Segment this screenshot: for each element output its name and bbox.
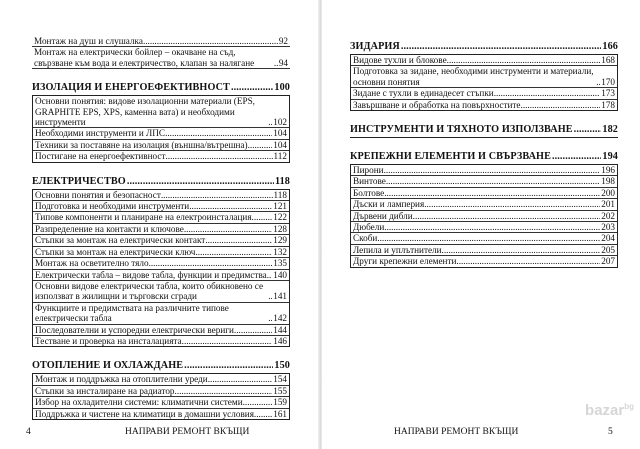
leader-dots	[552, 150, 601, 163]
toc-entry-page: 159	[273, 397, 287, 408]
toc-entry-page: 207	[601, 256, 615, 267]
toc-entry-page: 92	[278, 36, 288, 46]
leader-dots	[252, 212, 273, 222]
toc-entry	[351, 55, 617, 66]
leader-dots	[386, 176, 600, 186]
toc-entry-page: 203	[601, 222, 615, 233]
leader-dots	[165, 128, 272, 138]
leader-dots	[384, 222, 600, 232]
leader-dots	[195, 247, 272, 257]
toc-entry-title: Лепила и уплътнители	[353, 244, 442, 255]
toc-entry	[32, 36, 290, 47]
toc-entry	[33, 128, 289, 139]
running-title: НАПРАВИ РЕМОНТ ВКЪЩИ	[394, 427, 519, 437]
toc-entry	[33, 336, 289, 346]
toc-entry	[351, 100, 617, 110]
toc-entry-title: Тестване и проверка на инсталацията	[35, 335, 182, 346]
toc-entry-page: 198	[601, 176, 615, 187]
page-number: 5	[608, 427, 613, 437]
toc-entry-title: Дъски и ламперия	[353, 199, 425, 210]
toc-entry-page: 204	[601, 233, 615, 244]
watermark-logo	[585, 402, 634, 419]
toc-entry	[33, 96, 289, 128]
toc-entry-title: Основни видове електрически табла, които обикновено се използват в жилищни и търговски сгради	[35, 280, 264, 302]
toc-entry-title: Типове компоненти и планиране на електроинсталация	[35, 212, 252, 223]
toc-entry-page: 168	[601, 55, 615, 65]
toc-entry-page: 94	[278, 57, 288, 68]
toc-entry	[33, 386, 289, 397]
toc-entry-page: 142	[273, 313, 287, 324]
section-entries	[32, 374, 290, 420]
toc-entry-title: Необходими инструменти и ЛПС	[35, 128, 166, 139]
toc-entry	[33, 374, 289, 385]
page-number: 4	[26, 427, 31, 437]
toc-entry-title: Скоби	[353, 233, 378, 244]
toc-entry	[351, 66, 617, 88]
toc-entry-page: 132	[273, 246, 287, 257]
toc-entry-title: Основни понятия и безопасност	[35, 189, 161, 200]
toc-entry	[33, 235, 289, 246]
toc-entry-title: Завършване и обработка на повърхностите	[353, 99, 521, 110]
section-page: 150	[274, 360, 290, 372]
toc-entry	[33, 409, 289, 419]
leader-dots	[175, 386, 273, 396]
toc-entry-title: Монтаж на електрически бойлер – окачване на съд, свързване към вода и електричество, клапан за налягане	[34, 47, 255, 68]
leader-dots	[189, 201, 272, 211]
toc-entry-title: Монтаж на душ и слушалка	[34, 36, 143, 46]
toc-entry	[32, 47, 290, 69]
watermark-mark: bg	[624, 402, 634, 411]
section-heading	[32, 359, 290, 374]
toc-entry-page: 154	[273, 374, 287, 385]
section-title: ИНСТРУМЕНТИ И ТЯХНОТО ИЗПОЛЗВАНЕ	[350, 124, 573, 136]
section-entries	[32, 96, 290, 162]
toc-entry-title: Стъпки за инсталиране на радиатор	[35, 385, 175, 396]
toc-entry	[351, 233, 617, 244]
leader-dots	[127, 175, 274, 188]
leader-dots	[521, 100, 601, 110]
toc-entry-page: 201	[601, 199, 615, 210]
toc-entry-page: 141	[273, 291, 287, 302]
section-page: 166	[602, 41, 618, 52]
toc-entry-page: 146	[273, 335, 287, 346]
toc-entry	[33, 281, 289, 303]
toc-section	[350, 40, 618, 119]
leader-dots	[184, 359, 273, 372]
leader-dots	[254, 409, 272, 419]
toc-entry-title: Разпределение на контакти и ключове	[35, 223, 184, 234]
toc-entry-title: Зидане с тухли в единадесет стъпки	[353, 88, 494, 99]
toc-entry-page: 202	[601, 210, 615, 221]
section-heading	[350, 150, 618, 165]
toc-entry	[33, 247, 289, 258]
toc-entry	[351, 256, 617, 266]
section-page: 182	[602, 124, 618, 136]
toc-entry	[351, 188, 617, 199]
toc-entry	[351, 88, 617, 99]
toc-section	[32, 175, 290, 356]
toc-entry	[351, 245, 617, 256]
toc-entry	[33, 201, 289, 212]
section-title: ИЗОЛАЦИЯ И ЕНЕРГОЕФЕКТИВНОСТ	[32, 82, 230, 94]
leader-dots	[143, 36, 278, 46]
toc-entry-title: Дюбели	[353, 222, 385, 233]
toc-section	[32, 81, 290, 170]
section-title: ЕЛЕКТРИЧЕСТВО	[32, 175, 126, 187]
leader-dots	[494, 88, 601, 98]
toc-entry-page: 196	[601, 165, 615, 176]
leader-dots	[447, 55, 601, 65]
leader-dots	[205, 235, 272, 245]
section-entries	[32, 190, 290, 348]
leader-dots	[424, 199, 600, 209]
toc-entry-title: Подготовка и необходими инструменти	[35, 201, 190, 212]
leader-dots	[442, 245, 601, 255]
leader-dots	[184, 224, 272, 234]
toc-entry-title: Електрически табла – видове табла, функции и предимства	[35, 269, 267, 280]
toc-section	[32, 359, 290, 428]
toc-entry-page: 205	[601, 244, 615, 255]
watermark-text: bazar	[585, 402, 625, 419]
toc-entry-page: 121	[273, 201, 287, 212]
toc-entry-page: 161	[273, 408, 287, 419]
leader-dots	[231, 81, 273, 94]
toc-entry	[33, 303, 289, 325]
toc-entry-title: Поддръжка и чистене на климатици в домашни условия	[35, 408, 254, 419]
toc-entry-page: 200	[601, 187, 615, 198]
toc-entry-page: 129	[273, 235, 287, 246]
toc-entry-page: 170	[601, 76, 615, 87]
toc-entry	[33, 151, 289, 161]
section-heading	[32, 81, 290, 96]
toc-entry-title: Функциите и предимствата на различните типове електрически табла	[35, 302, 229, 324]
toc-entry-title: Монтаж и поддръжка на отоплителни уреди	[35, 374, 208, 385]
leader-dots	[234, 325, 272, 335]
section-page: 118	[274, 175, 290, 187]
toc-entry	[33, 212, 289, 223]
toc-entry	[351, 222, 617, 233]
toc-entry	[33, 270, 289, 281]
toc-entry-title: Видове тухли и блокове	[353, 55, 447, 65]
leader-dots	[182, 336, 273, 346]
toc-entry-page: 122	[273, 212, 287, 223]
left-toc	[32, 36, 290, 428]
toc-section	[350, 150, 618, 276]
toc-entry-page: 178	[601, 99, 615, 110]
toc-entry-page: 104	[273, 128, 287, 139]
toc-entry	[33, 190, 289, 201]
running-title: НАПРАВИ РЕМОНТ ВКЪЩИ	[125, 427, 250, 437]
leader-dots	[208, 374, 273, 384]
section-title: ОТОПЛЕНИЕ И ОХЛАЖДАНЕ	[32, 360, 184, 372]
right-toc	[350, 36, 618, 276]
toc-entry-page: 102	[273, 117, 287, 128]
leader-dots	[413, 211, 601, 221]
leader-dots	[248, 140, 273, 150]
leader-dots	[243, 397, 273, 407]
toc-entry-title: Монтаж на осветително тяло	[35, 258, 149, 269]
section-spacer	[350, 138, 618, 146]
toc-entry-page: 173	[601, 88, 615, 99]
section-spacer	[32, 163, 290, 171]
toc-entry-title: Болтове	[353, 187, 385, 198]
section-spacer	[350, 111, 618, 119]
toc-entry	[33, 258, 289, 269]
toc-entry-title: Други крепежни елементи	[353, 256, 457, 267]
section-entries	[350, 55, 618, 111]
toc-entry-page: 135	[273, 258, 287, 269]
leader-dots	[149, 258, 273, 268]
toc-entry	[33, 397, 289, 408]
left-sections	[32, 81, 290, 428]
toc-entry	[351, 176, 617, 187]
leader-dots	[456, 256, 600, 266]
toc-entry-title: Подготовка за зидане, необходими инструменти и материали, основни понятия	[353, 66, 594, 87]
section-heading	[350, 123, 618, 138]
right-page	[322, 0, 640, 449]
section-entries	[350, 165, 618, 268]
toc-entry-title: Постигане на енергоефективност	[35, 151, 166, 162]
section-spacer	[350, 268, 618, 276]
toc-entry-page: 118	[273, 189, 287, 200]
leader-dots	[161, 190, 273, 200]
toc-entry-page: 144	[273, 324, 287, 335]
toc-entry	[33, 140, 289, 151]
toc-entry-title: Последователни и успоредни електрически вериги	[35, 324, 234, 335]
leader-dots	[401, 40, 602, 53]
section-page: 194	[602, 151, 618, 163]
leader-dots	[384, 188, 600, 198]
toc-entry-title: Пирони	[353, 165, 384, 176]
toc-entry	[351, 211, 617, 222]
toc-entry-title: Избор на охладителни системи: климатични системи	[35, 397, 243, 408]
toc-entry-title: Винтове	[353, 176, 386, 187]
toc-entry	[351, 199, 617, 210]
section-spacer	[32, 347, 290, 355]
toc-entry-title: Техники за поставяне на изолация (външна/вътрешна)	[35, 139, 248, 150]
right-sections	[350, 40, 618, 276]
toc-entry-page: 140	[273, 269, 287, 280]
section-page: 100	[274, 82, 290, 94]
section-spacer	[32, 69, 290, 77]
section-heading	[32, 175, 290, 190]
toc-section	[350, 123, 618, 146]
toc-entry-title: Основни понятия: видове изолационни материали (EPS, GRAPHITE EPS, XPS, каменна вата) и необходими инструменти	[35, 96, 255, 128]
toc-entry	[33, 325, 289, 336]
section-title: КРЕПЕЖНИ ЕЛЕМЕНТИ И СВЪРЗВАНЕ	[350, 151, 551, 163]
leader-dots	[574, 123, 602, 136]
toc-entry-page: 104	[273, 139, 287, 150]
section-heading	[350, 40, 618, 55]
toc-entry-title: Стъпки за монтаж на електрически ключ	[35, 246, 196, 257]
toc-entry-page: 155	[273, 385, 287, 396]
toc-entry-title: Дървени дибли	[353, 210, 413, 221]
leader-dots	[377, 233, 600, 243]
leader-dots	[165, 151, 272, 161]
toc-entry-page: 112	[273, 151, 287, 162]
toc-entry-title: Стъпки за монтаж на електрически контакт	[35, 235, 206, 246]
left-top-entries	[32, 36, 290, 77]
leader-dots	[384, 165, 601, 175]
section-title: ЗИДАРИЯ	[350, 41, 400, 52]
toc-entry	[351, 165, 617, 176]
toc-entry-page: 128	[273, 223, 287, 234]
toc-entry	[33, 224, 289, 235]
